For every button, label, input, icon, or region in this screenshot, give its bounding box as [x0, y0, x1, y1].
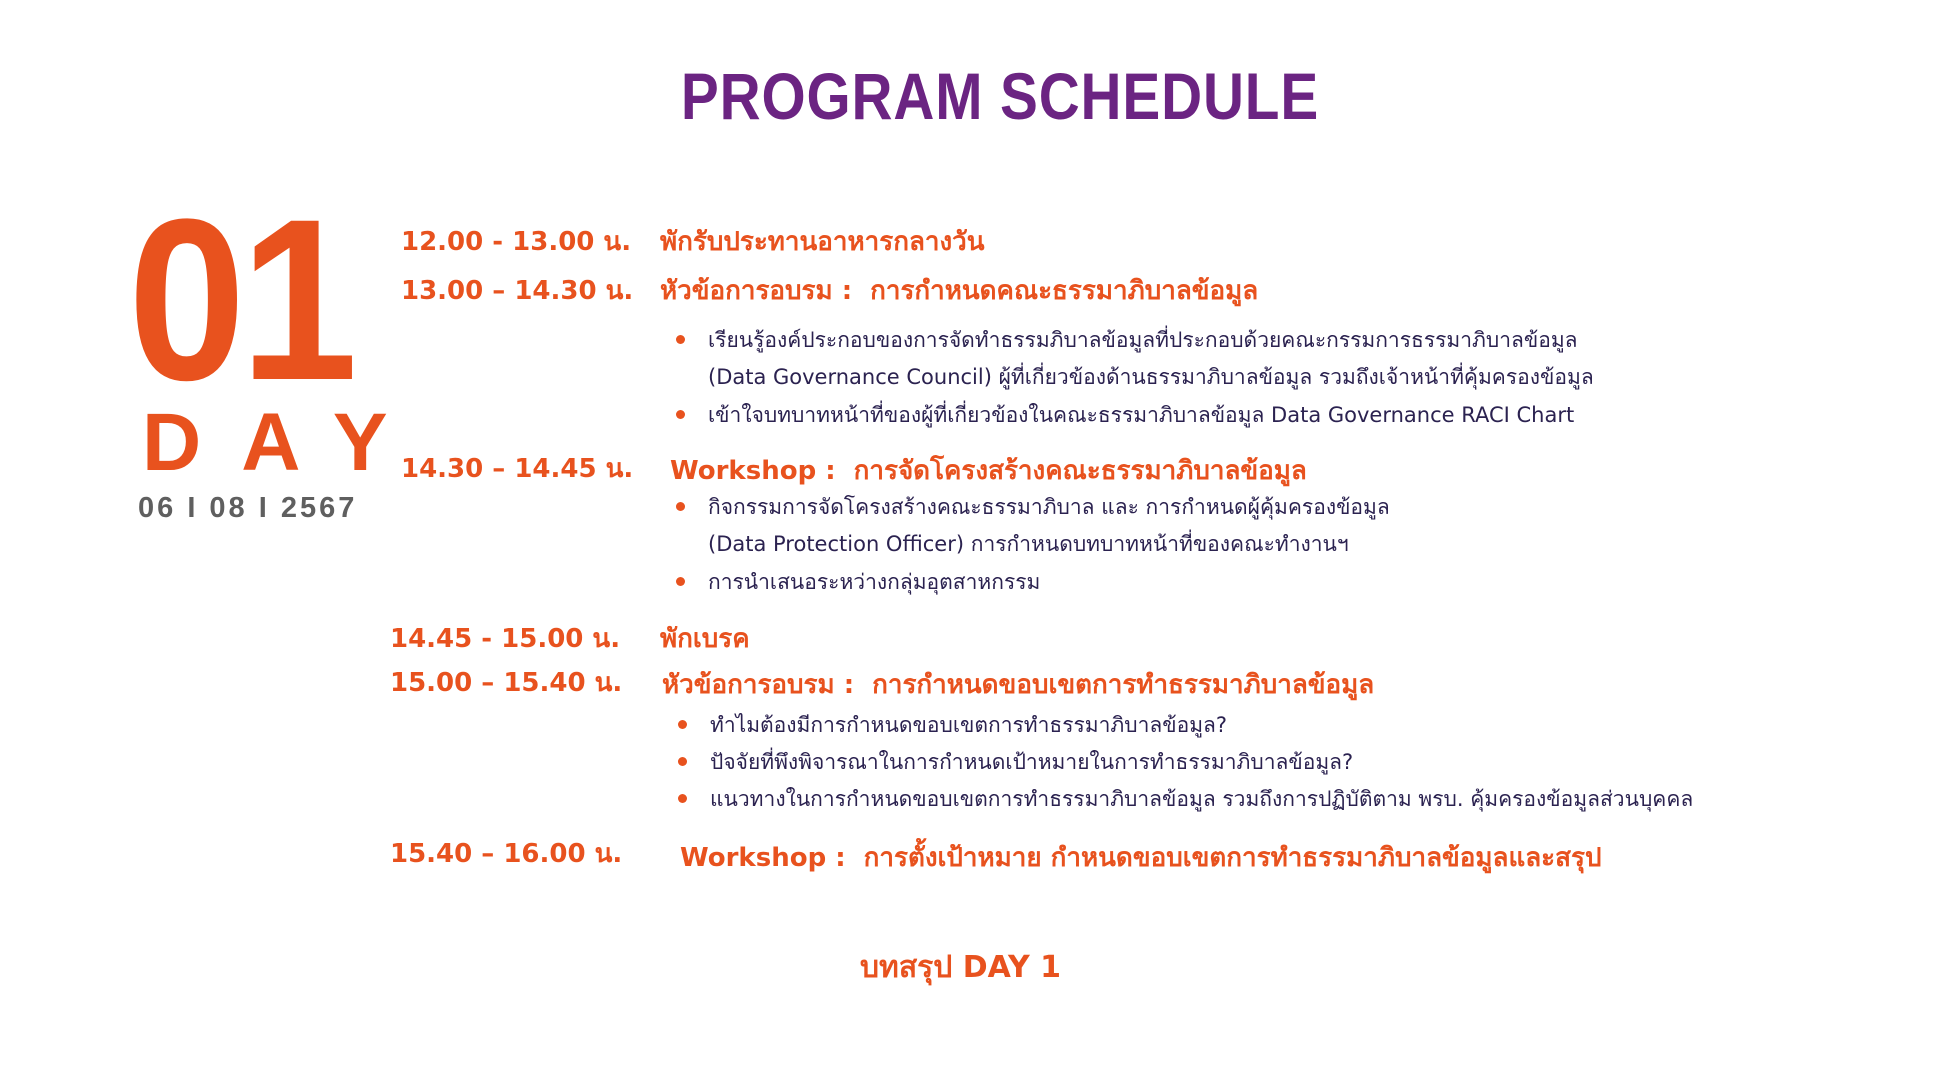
schedule-heading-text: พักรับประทานอาหารกลางวัน [660, 227, 985, 257]
day-number: 01 [128, 171, 353, 428]
list-item: แนวทางในการกำหนดขอบเขตการทำธรรมาภิบาลข้อมูล รวมถึงการปฏิบัติตาม พรบ. คุ้มครองข้อมูลส่วนบุคคล [710, 787, 1694, 811]
schedule-heading-3 [670, 450, 1307, 491]
schedule-heading-1 [660, 221, 985, 262]
summary-text: บทสรุป DAY 1 [860, 950, 1062, 985]
bullet-dot [676, 577, 685, 586]
list-item: (Data Governance Council) ผู้ที่เกี่ยวข้องด้านธรรมาภิบาลข้อมูล รวมถึงเจ้าหน้าที่คุ้มครองข้อมูล [708, 365, 1594, 389]
list-item: (Data Protection Officer) การกำหนดบทบาทหน้าที่ของคณะทำงานฯ [708, 532, 1349, 556]
schedule-time-3: 14.30 – 14.45 น. [401, 454, 634, 484]
schedule-heading-text: การกำหนดขอบเขตการทำธรรมาภิบาลข้อมูล [872, 670, 1375, 700]
list-item: เข้าใจบทบาทหน้าที่ของผู้ที่เกี่ยวข้องในคณะธรรมาภิบาลข้อมูล Data Governance RACI Chart [708, 403, 1575, 427]
day-date: 06 I 08 I 2567 [138, 492, 358, 524]
list-item: ทำไมต้องมีการกำหนดขอบเขตการทำธรรมาภิบาลข้อมูล? [710, 713, 1228, 737]
schedule-time-5: 15.00 – 15.40 น. [390, 668, 623, 698]
list-item: เรียนรู้องค์ประกอบของการจัดทำธรรมภิบาลข้อมูลที่ประกอบด้วยคณะกรรมการธรรมาภิบาลข้อมูล [708, 328, 1578, 352]
bullet-dot [678, 720, 687, 729]
schedule-label: หัวข้อการอบรม : [662, 670, 855, 700]
schedule-time-1: 12.00 - 13.00 น. [401, 227, 632, 257]
day-word: DAY [142, 397, 428, 488]
schedule-heading-text: การกำหนดคณะธรรมาภิบาลข้อมูล [870, 276, 1259, 306]
list-item: ปัจจัยที่พึงพิจารณาในการกำหนดเป้าหมายในการทำธรรมาภิบาลข้อมูล? [710, 750, 1354, 774]
bullet-dot [676, 502, 685, 511]
page-title: PROGRAM SCHEDULE [680, 59, 1320, 133]
schedule-heading-text: การจัดโครงสร้างคณะธรรมาภิบาลข้อมูล [853, 456, 1307, 486]
schedule-label: Workshop : [670, 456, 836, 486]
schedule-label: หัวข้อการอบรม : [660, 276, 853, 306]
schedule-heading-text: การตั้งเป้าหมาย กำหนดขอบเขตการทำธรรมาภิบาลข้อมูลและสรุป [863, 843, 1602, 873]
schedule-heading-4 [660, 618, 750, 659]
bullet-dot [678, 794, 687, 803]
list-item: การนำเสนอระหว่างกลุ่มอุตสาหกรรม [708, 570, 1041, 594]
schedule-time-6: 15.40 – 16.00 น. [390, 839, 623, 869]
schedule-label: Workshop : [680, 843, 846, 873]
bullet-dot [678, 757, 687, 766]
schedule-heading-5 [662, 664, 1374, 705]
schedule-time-2: 13.00 – 14.30 น. [401, 276, 634, 306]
schedule-heading-2 [660, 270, 1258, 311]
bullet-dot [676, 335, 685, 344]
schedule-heading-6 [680, 837, 1601, 878]
list-item: กิจกรรมการจัดโครงสร้างคณะธรรมาภิบาล และ การกำหนดผู้คุ้มครองข้อมูล [708, 495, 1390, 519]
schedule-heading-text: พักเบรค [660, 624, 750, 654]
schedule-time-4: 14.45 - 15.00 น. [390, 624, 621, 654]
bullet-dot [676, 410, 685, 419]
